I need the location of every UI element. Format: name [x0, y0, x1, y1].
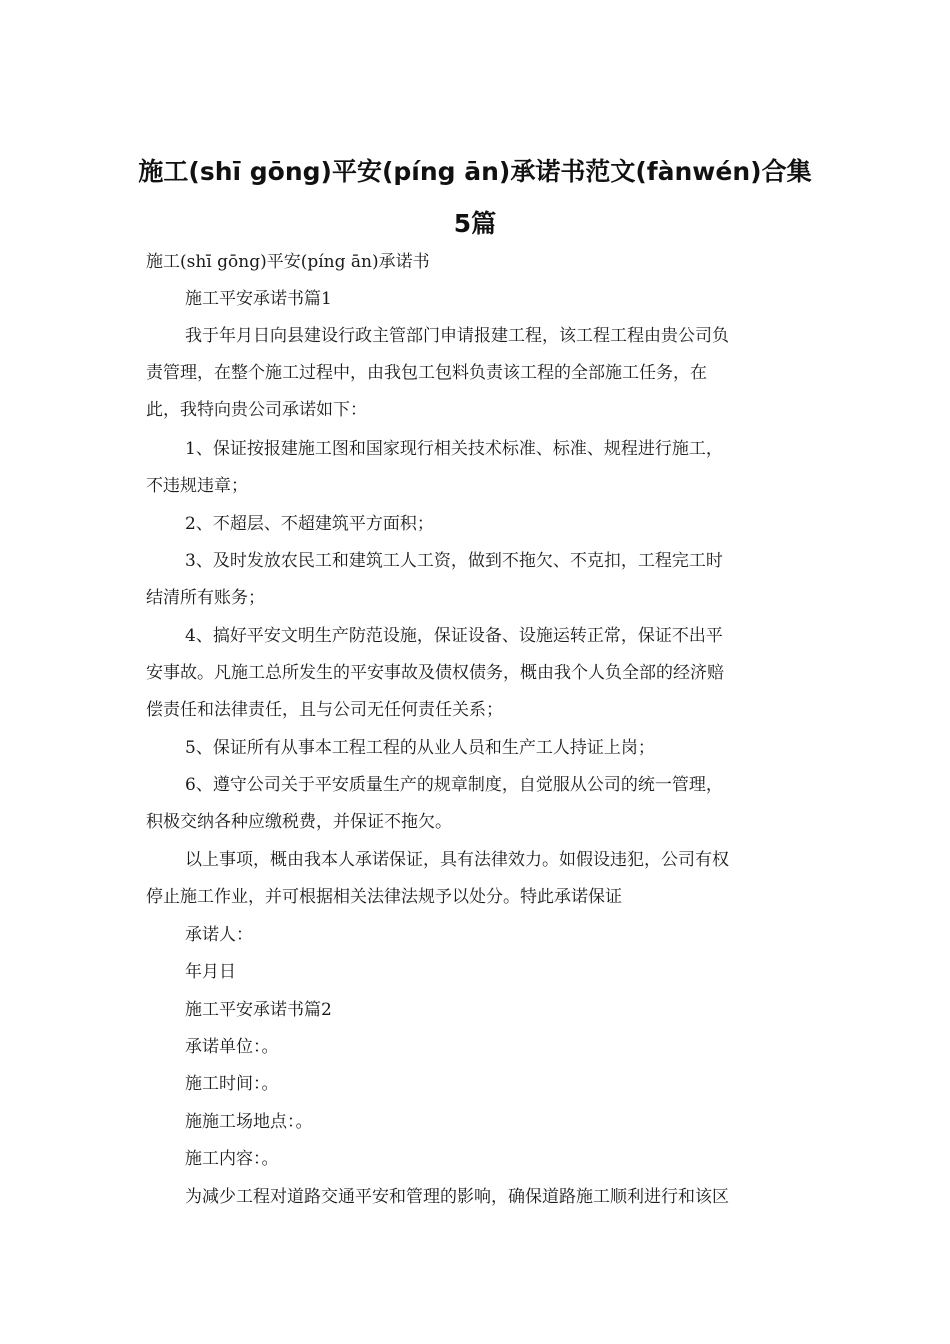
- list-item-6-continued: 积极交纳各种应缴税费，并保证不拖欠。: [146, 812, 452, 832]
- signature-label: 承诺人：: [185, 925, 253, 945]
- date-label: 年月日: [185, 962, 236, 982]
- paragraph-line: 以上事项，概由我本人承诺保证，具有法律效力。如假设违犯，公司有权: [185, 850, 729, 870]
- paragraph-line: 我于年月日向县建设行政主管部门申请报建工程，该工程工程由贵公司负: [185, 326, 729, 346]
- paragraph-line: 停止施工作业，并可根据相关法律法规予以处分。特此承诺保证: [146, 887, 622, 907]
- field-commitment-unit: 承诺单位：。: [185, 1037, 279, 1057]
- list-item-4: 4、搞好平安文明生产防范设施，保证设备、设施运转正常，保证不出平: [185, 626, 723, 646]
- list-item-1-continued: 不违规违章；: [146, 476, 248, 496]
- field-construction-time: 施工时间：。: [185, 1074, 279, 1094]
- section-heading-2: 施工平安承诺书篇2: [185, 1000, 332, 1020]
- paragraph-line: 责管理，在整个施工过程中，由我包工包料负责该工程的全部施工任务，在: [146, 363, 707, 383]
- list-item-2: 2、不超层、不超建筑平方面积；: [185, 514, 434, 534]
- document-title-continued: 5篇: [453, 209, 497, 238]
- section-heading-1: 施工平安承诺书篇1: [185, 289, 332, 309]
- list-item-3: 3、及时发放农民工和建筑工人工资，做到不拖欠、不克扣，工程完工时: [185, 551, 723, 571]
- subtitle-line: 施工(shī gōng)平安(píng ān)承诺书: [146, 252, 430, 272]
- document-title: 施工(shī gōng)平安(píng ān)承诺书范文(fànwén)合集: [138, 157, 812, 186]
- field-construction-content: 施工内容：。: [185, 1149, 279, 1169]
- list-item-3-continued: 结清所有账务；: [146, 588, 265, 608]
- paragraph-line: 为减少工程对道路交通平安和管理的影响，确保道路施工顺利进行和该区: [185, 1187, 729, 1207]
- list-item-4-continued: 偿责任和法律责任，且与公司无任何责任关系；: [146, 700, 503, 720]
- list-item-5: 5、保证所有从事本工程工程的从业人员和生产工人持证上岗；: [185, 738, 655, 758]
- list-item-1: 1、保证按报建施工图和国家现行相关技术标准、标准、规程进行施工，: [185, 439, 723, 459]
- list-item-4-continued: 安事故。凡施工总所发生的平安事故及债权债务，概由我个人负全部的经济赔: [146, 663, 724, 683]
- paragraph-line: 此，我特向贵公司承诺如下：: [146, 400, 367, 420]
- list-item-6: 6、遵守公司关于平安质量生产的规章制度，自觉服从公司的统一管理，: [185, 775, 723, 795]
- field-construction-site: 施施工场地点：。: [185, 1112, 313, 1132]
